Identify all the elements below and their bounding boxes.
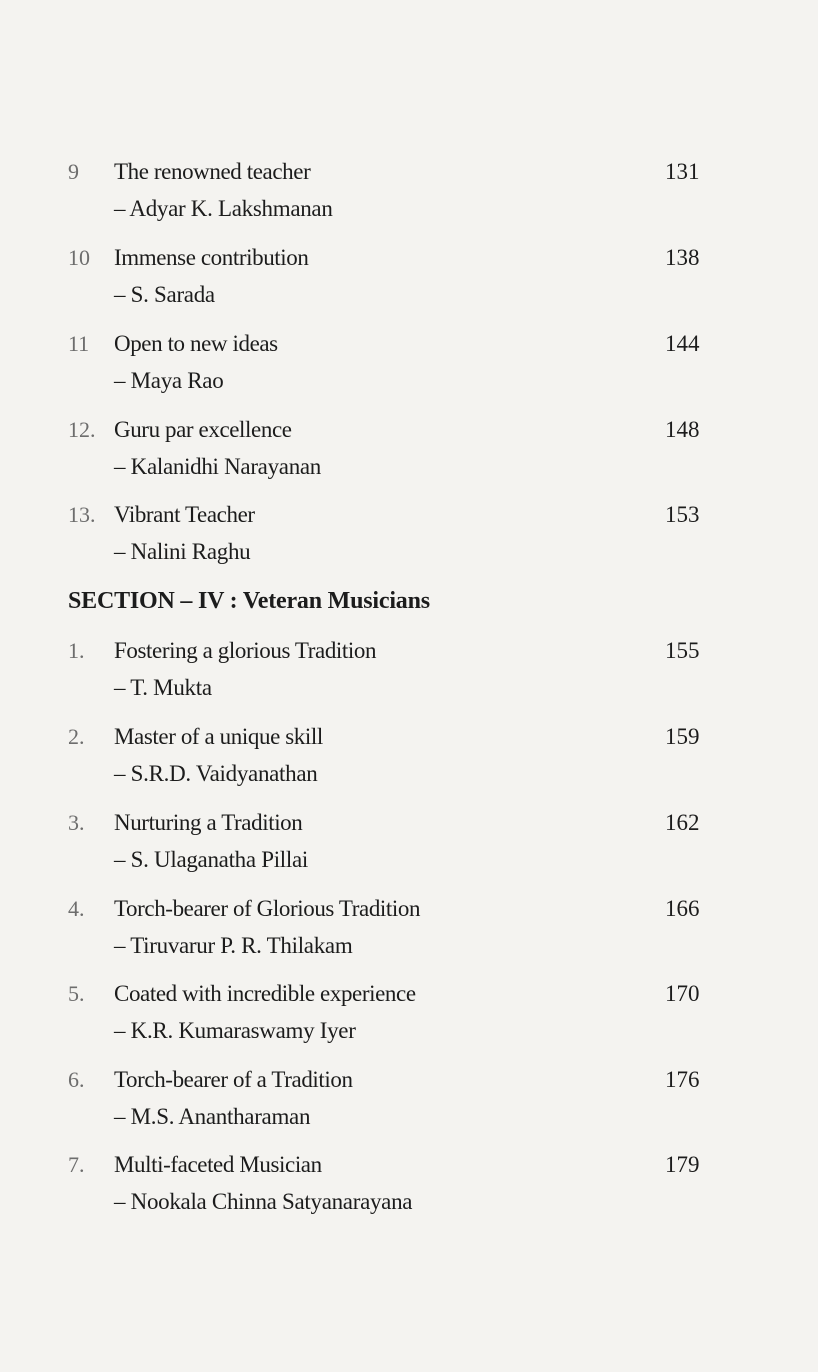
entry-author: – T. Mukta [114,675,212,700]
toc-entry [68,980,718,1060]
entry-author: – Maya Rao [114,368,224,393]
entry-number: 7. [68,1152,85,1177]
entry-title: Immense contribution [114,245,309,270]
entry-author: – K.R. Kumaraswamy Iyer [114,1018,356,1043]
toc-entry [68,416,718,496]
entry-number: 1. [68,638,85,663]
entry-page-number: 155 [665,638,700,663]
entry-author: – S. Sarada [114,282,215,307]
toc-entry [68,244,718,324]
section-heading: SECTION – IV : Veteran Musicians [68,588,430,614]
entry-number: 5. [68,981,85,1006]
entry-title: Guru par excellence [114,417,292,442]
entry-number: 10 [68,245,90,270]
entry-number: 6. [68,1067,85,1092]
entry-number: 13. [68,502,96,527]
entry-number: 4. [68,896,85,921]
entry-title: Fostering a glorious Tradition [114,638,377,663]
entry-page-number: 170 [665,981,700,1006]
entry-title: Vibrant Teacher [114,502,255,527]
entry-page-number: 162 [665,810,700,835]
entry-author: – S. Ulaganatha Pillai [114,847,308,872]
entry-page-number: 179 [665,1152,700,1177]
toc-entry [68,158,718,238]
entry-title: Master of a unique skill [114,724,323,749]
entry-title: Torch-bearer of a Tradition [114,1067,353,1092]
toc-entry [68,1151,718,1231]
entry-author: – Tiruvarur P. R. Thilakam [114,933,353,958]
entry-page-number: 153 [665,502,700,527]
toc-entry [68,809,718,889]
toc-entry [68,1066,718,1146]
toc-entry [68,501,718,581]
entry-author: – M.S. Anantharaman [114,1104,311,1129]
toc-entry [68,330,718,410]
entry-title: Open to new ideas [114,331,278,356]
entry-page-number: 159 [665,724,700,749]
toc-entry [68,723,718,803]
toc-entry [68,637,718,717]
entry-page-number: 166 [665,896,700,921]
entry-title: Multi-faceted Musician [114,1152,322,1177]
entry-page-number: 144 [665,331,700,356]
entry-number: 9 [68,159,79,184]
entry-author: – Adyar K. Lakshmanan [114,196,333,221]
entry-page-number: 138 [665,245,700,270]
entry-page-number: 148 [665,417,700,442]
entry-author: – Kalanidhi Narayanan [114,454,322,479]
entry-number: 11 [68,331,90,356]
entry-number: 12. [68,417,96,442]
entry-number: 3. [68,810,85,835]
entry-author: – Nalini Raghu [114,539,251,564]
entry-title: Torch-bearer of Glorious Tradition [114,896,421,921]
entry-page-number: 131 [665,159,700,184]
entry-author: – S.R.D. Vaidyanathan [114,761,318,786]
entry-number: 2. [68,724,85,749]
toc-entry [68,895,718,975]
entry-title: The renowned teacher [114,159,311,184]
entry-title: Nurturing a Tradition [114,810,303,835]
entry-title: Coated with incredible experience [114,981,416,1006]
entry-page-number: 176 [665,1067,700,1092]
entry-author: – Nookala Chinna Satyanarayana [114,1189,413,1214]
